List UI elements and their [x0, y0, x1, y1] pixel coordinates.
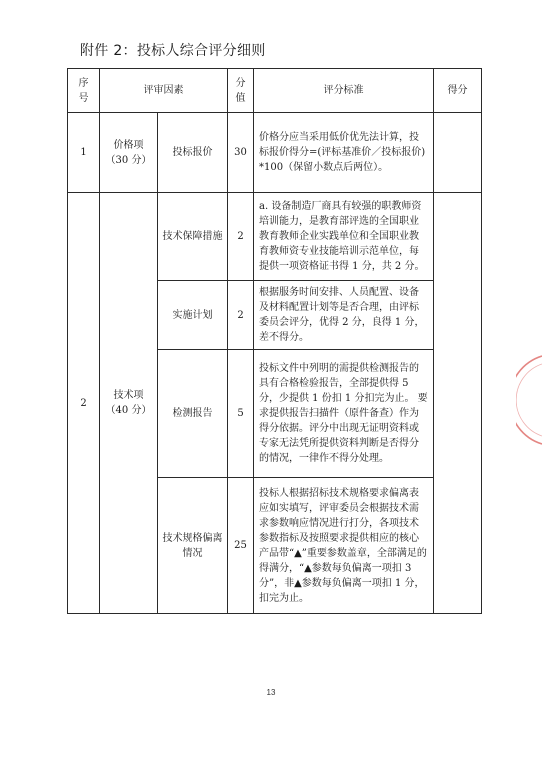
row2-item-criteria: 投标人根据招标技术规格要求偏离表应如实填写，评审委员会根据技术需求参数响应情况进行打分，各项技术参数指标及按照要求提供相应的核心产品带“▲”重要参数盖章，全部满足的得满分，“▲参数每负偏离一项扣 3 分”，非▲参数每负偏离一项扣 1 分，扣完为止。: [254, 478, 434, 614]
row2-item-factor: 技术规格偏离情况: [158, 478, 228, 614]
row2-item-factor: 实施计划: [158, 281, 228, 350]
seal-stamp-fragment: [516, 352, 542, 448]
row1-category-points: （30 分）: [105, 154, 152, 166]
header-index: 序号: [68, 69, 100, 113]
row2-category: [100, 193, 158, 614]
row2-item-score: 5: [228, 350, 254, 478]
header-criteria: 评分标准: [254, 69, 434, 113]
page-number: 13: [266, 688, 276, 697]
row1-earned: [434, 113, 482, 193]
row2-category-points: （40 分）: [105, 405, 152, 416]
scoring-table: [67, 68, 482, 614]
row2-item-factor: 检测报告: [158, 350, 228, 478]
row2-item-criteria: 根据服务时间安排、人员配置、设备及材料配置计划等是否合理，由评标委员会评分，优得 2 分，良得 1 分，差不得分。: [254, 281, 434, 350]
row1-factor: 投标报价: [158, 113, 228, 193]
row2-item-criteria: 投标文件中列明的需提供检测报告的具有合格检验报告，全部提供得 5 分，少提供 1 份扣 1 分扣完为止。 要求提供报告扫描件（原件备查）作为得分依据。评分中出现无证明资料或专家无法凭所提供资料判断是否得分的情况，一律作不得分处理。: [254, 350, 434, 478]
row2-item-score: 2: [228, 281, 254, 350]
document-title: 附件 2：投标人综合评分细则: [80, 43, 266, 59]
row2-earned: [434, 193, 482, 614]
row2-item-score: 2: [228, 193, 254, 281]
row1-criteria: 价格分应当采用低价优先法计算，投标报价得分=(评标基准价／投标报价)*100（保留小数点后两位）。: [254, 113, 434, 193]
header-factor: 评审因素: [100, 69, 228, 113]
row2-index: 2: [68, 193, 100, 614]
header-earned: 得分: [434, 69, 482, 113]
row2-item-factor: 技术保障措施: [158, 193, 228, 281]
header-score: 分值: [228, 69, 254, 113]
row2-item-score: 25: [228, 478, 254, 614]
row1-category: [100, 113, 158, 193]
row2-category-name: 技术项: [113, 390, 144, 401]
row1-index: 1: [68, 113, 100, 193]
row2-item-criteria: a. 设备制造厂商具有较强的职教师资培训能力，是教育部评选的全国职业教育教师企业实践单位和全国职业教育教师资专业技能培训示范单位，每提供一项资格证书得 1 分，共 2 分。: [254, 193, 434, 281]
table-header-row: [68, 69, 482, 113]
row1-category-name: 价格项: [113, 139, 144, 151]
row1-score: 30: [228, 113, 254, 193]
table-row: [68, 193, 482, 281]
table-row: [68, 113, 482, 193]
